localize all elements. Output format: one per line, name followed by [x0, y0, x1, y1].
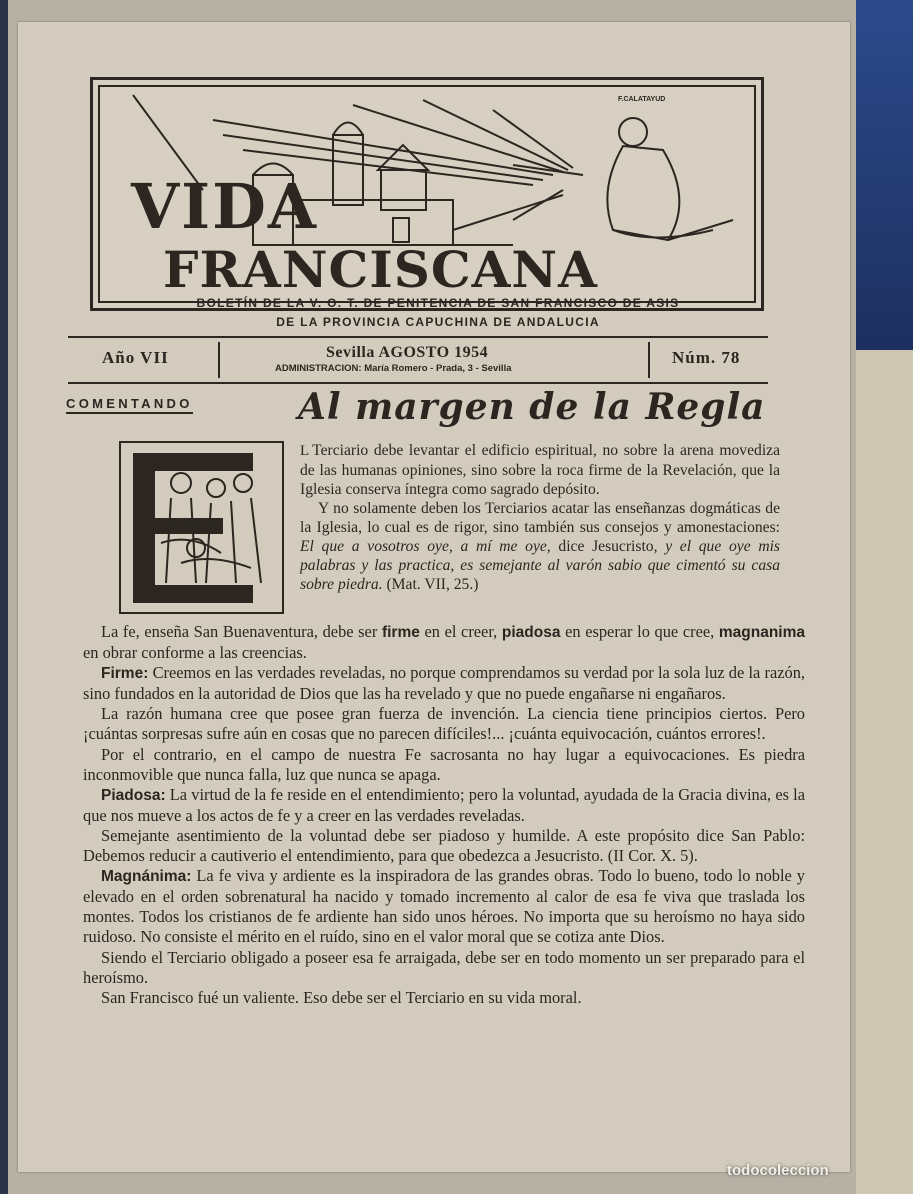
paragraph-text: Siendo el Terciario obligado a poseer esa fe arraigada, debe ser en todo momento un ser preparado para el heroísmo.: [83, 947, 805, 987]
paragraph-text: San Francisco fué un valiente. Eso debe ser el Terciario en su vida moral.: [101, 987, 582, 1007]
article-paragraph: [83, 785, 805, 826]
masthead-title-vida: VIDA: [131, 170, 318, 243]
paragraph-text: en el creer,: [419, 622, 502, 641]
citation: (Mat. VII, 25.): [382, 576, 479, 593]
keyword: magnanima: [718, 624, 805, 641]
woodcut-initial-e: [119, 441, 284, 614]
issue-number: Núm. 78: [672, 348, 741, 367]
keyword: Piadosa:: [101, 786, 166, 804]
section-label: COMENTANDO: [66, 396, 193, 414]
quote-text: y el que oye mis palabras y las practica, es semejante al varón sabio que cimentó su casa sobre piedra.: [300, 538, 780, 593]
paragraph-text: en esperar lo que cree,: [560, 622, 719, 641]
issue-info-bar: [68, 336, 768, 384]
masthead-title-franciscana: FRANCISCANA: [163, 240, 598, 299]
article-paragraph: [83, 826, 805, 866]
paragraph-text: Terciario debe levantar el edificio espiritual, no sobre la arena movediza de las humanas opiniones, sino sobre la roca firme de la Revelación, que la Iglesia conserva íntegra como sagrado depósito.: [300, 442, 780, 498]
paragraph-text: La fe, enseña San Buenaventura, debe ser: [101, 622, 382, 641]
article-body: [83, 622, 805, 1008]
keyword: piadosa: [501, 624, 561, 641]
keyword: Magnánima:: [101, 868, 192, 886]
bulletin-page: [18, 22, 850, 1172]
paragraph-text: La fe viva y ardiente es la inspiradora de las grandes obras. Todo lo bueno, todo lo noble y elevado en el orden sobrenatural ha nacido y tomado incremento al calor de esa fe viva que traslada los montes. Todos los cristianos de fe ardiente han sido unos héroes. No importa que su heroísmo no haya sido ruidoso. No consiste el mérito en el ruído, sino en el valor moral que se cotiza ante Dios.: [83, 866, 805, 947]
paragraph-text: dice Jesucristo,: [550, 538, 666, 555]
article-intro-column: [300, 441, 780, 594]
paragraph-initial: L: [300, 443, 310, 459]
info-divider: [218, 342, 220, 378]
keyword: Firme:: [101, 665, 149, 683]
article-paragraph: [83, 866, 805, 947]
paragraph-text: La virtud de la fe reside en el entendimiento; pero la voluntad, ayudada de la Gracia divina, es la que nos mueve a los actos de fe y a creer en las verdades reveladas.: [83, 784, 805, 825]
paragraph-text: Y no solamente deben los Terciarios acatar las enseñanzas dogmáticas de la Iglesia, lo cual es de rigor, sino también sus consejos y amonestaciones:: [300, 500, 780, 536]
paragraph-text: Por el contrario, en el campo de nuestra Fe sacrosanta no hay lugar a equivocaciones. Es piedra inconmovible que nunca falla, luz que nunca se apaga.: [83, 744, 805, 784]
article-paragraph: [83, 704, 805, 744]
article-paragraph: [83, 988, 805, 1008]
article-headline: Al margen de la Regla: [298, 386, 766, 428]
subtitle-line-1: BOLETÍN DE LA V. O. T. DE PENITENCIA DE SAN FRANCISCO DE ASIS: [196, 296, 680, 310]
article-paragraph: [300, 499, 780, 594]
paragraph-text: Semejante asentimiento de la voluntad debe ser piadoso y humilde. A este propósito dice San Pablo: Debemos reducir a cautiverio el entendimiento, para que obedezca a Jesucristo. (II Cor. X. 5).: [83, 825, 805, 866]
article-paragraph: [83, 663, 805, 704]
paragraph-text: Creemos en las verdades reveladas, no porque comprendamos su verdad por la sola luz de la razón, sino fundados en la autoridad de Dios que las ha revelado y que no puede engañarse ni engañaros.: [83, 663, 805, 704]
quote-text: El que a vosotros oye, a mí me oye,: [300, 538, 551, 555]
article-paragraph: [83, 622, 805, 663]
paragraph-text: La razón humana cree que posee gran fuerza de invención. La ciencia tiene principios ciertos. Pero ¡cuántas sorpresas sufre aún en cosas que no parecen difíciles!... ¡cuánta equivocación, cuántos errores!.: [83, 704, 805, 744]
administration-address: ADMINISTRACION: María Romero - Prada, 3 - Sevilla: [275, 363, 512, 374]
article-paragraph: [83, 948, 805, 988]
article-paragraph: [300, 441, 780, 499]
article-paragraph: [83, 745, 805, 785]
info-divider: [648, 342, 650, 378]
masthead: [90, 77, 764, 311]
subtitle-line-2: DE LA PROVINCIA CAPUCHINA DE ANDALUCIA: [276, 315, 600, 329]
keyword: firme: [381, 624, 420, 641]
volume-year: Año VII: [102, 348, 169, 367]
artist-signature: F.CALATAYUD: [618, 96, 666, 103]
watermark: todocoleccion: [727, 1162, 829, 1179]
paragraph-text: en obrar conforme a las creencias.: [83, 643, 307, 663]
dateline: Sevilla AGOSTO 1954: [326, 344, 489, 361]
